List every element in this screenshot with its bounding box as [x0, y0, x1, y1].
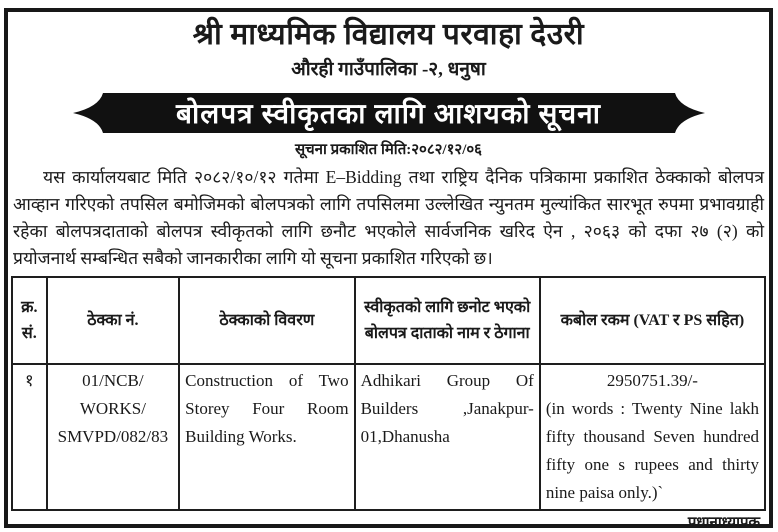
header-serial: क्र. सं. [12, 277, 47, 364]
cell-contract-description: Construction of Two Storey Four Room Building Works. [179, 364, 354, 510]
header-amount: कबोल रकम (VAT र PS सहित) [540, 277, 765, 364]
cell-contract-no: 01/NCB/ WORKS/ SMVPD/082/83 [47, 364, 180, 510]
table-row [12, 364, 765, 510]
cell-amount [540, 364, 765, 510]
document-frame [4, 8, 773, 531]
header-bidder-name-address: स्वीकृतको लागि छनोट भएको बोलपत्र दाताको नाम र ठेगाना [355, 277, 540, 364]
signatory: प्रधानाध्यापक [687, 515, 760, 531]
tender-table [11, 276, 766, 511]
amount-words: (in words : Twenty Nine lakh fifty thousand Seven hundred fifty one s rupees and thirty nine paisa only.)` [545, 399, 759, 502]
municipality-line: औरही गाउँपालिका -२, धनुषा [291, 59, 486, 80]
amount-figure: 2950751.39/- [606, 371, 698, 390]
banner-title: बोलपत्र स्वीकृतका लागि आशयको सूचना [176, 99, 601, 130]
notice-paragraph: यस कार्यालयबाट मिति २०८२/१०/१२ गतेमा E–Bidding तथा राष्ट्रिय दैनिक पत्रिकामा प्रकाशित ठेक्काको बोलपत्र आव्हान गरिएको तपसिल बमोजिमको बोलपत्रको लागि तपसिलमा उल्लेखित न्युनतम मुल्यांकित सारभूत रुपमा प्रभावग्राही रहेका बोलपत्रदाताको बोलपत्र स्वीकृतको लागि छनौट भएकोले सार्वजनिक खरिद ऐन , २०६३ को दफा २७ (२) को प्रयोजनार्थ सम्बन्धित सबैको जानकारीका लागि यो सूचना प्रकाशित गरिएको छ। [13, 167, 764, 268]
cell-bidder-name-address: Adhikari Group Of Builders ,Janakpur-01,Dhanusha [355, 364, 540, 510]
notice-banner [73, 91, 705, 135]
header-contract-description: ठेक्काको विवरण [179, 277, 354, 364]
header-contract-no: ठेक्का नं. [47, 277, 180, 364]
school-name: श्री माध्यमिक विद्यालय परवाहा देउरी [192, 18, 585, 51]
cell-serial: १ [12, 364, 47, 510]
table-header-row [12, 277, 765, 364]
publish-date: सूचना प्रकाशित मिति:२०८२/१२/०६ [295, 142, 482, 158]
